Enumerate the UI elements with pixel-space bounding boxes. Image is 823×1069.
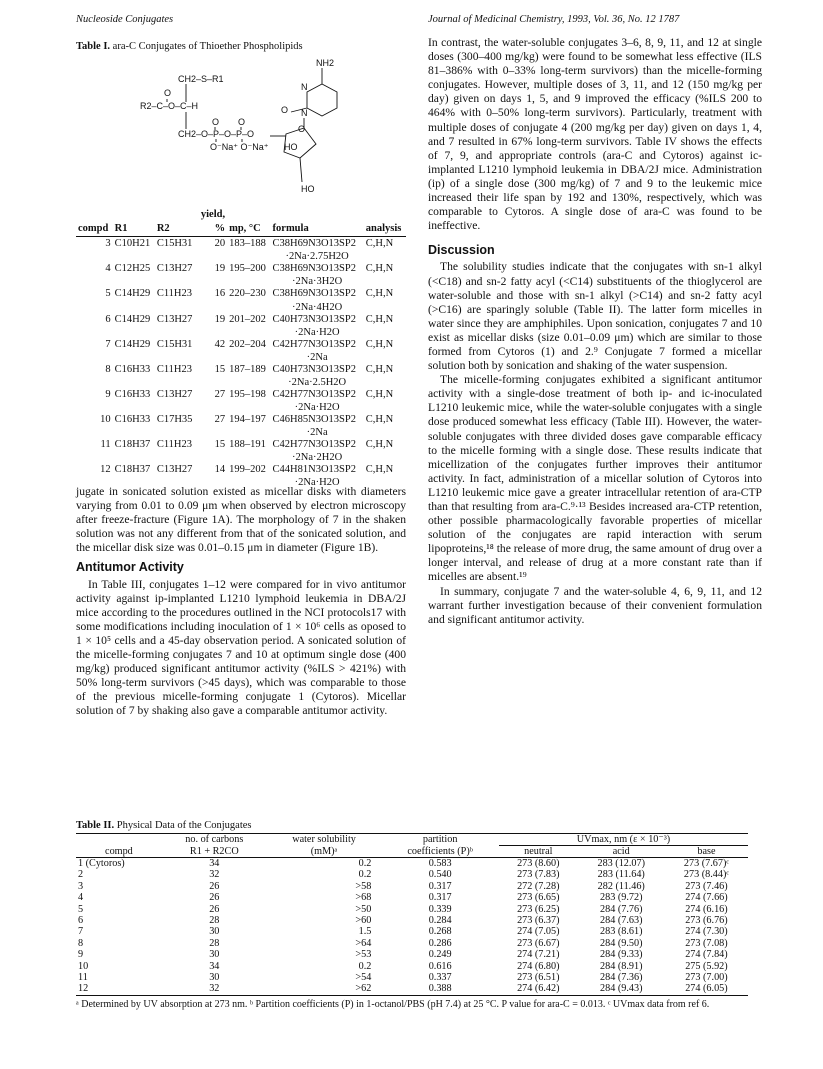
analysis-cell: C,H,N — [365, 363, 394, 375]
formula-cell: C38H69N3O13SP2 — [272, 288, 356, 300]
table-2-grid — [76, 833, 748, 996]
r2-cell: C15H31 — [156, 338, 193, 350]
compd-cell: 4 — [78, 892, 84, 904]
table-row — [76, 881, 748, 892]
table-row — [76, 338, 406, 352]
r2-cell: C13H27 — [156, 263, 193, 275]
ho-2prime-label: HO — [284, 142, 298, 153]
right-paragraph-4: In summary, conjugate 7 and the water-soluble 4, 6, 9, 11, and 12 warrant further investigation because of their convenient formulation and significant antitumor activity. — [428, 584, 762, 626]
uv-acid-cell: 284 (7.36) — [600, 972, 643, 984]
formula-cell: C42H77N3O13SP2 — [272, 388, 356, 400]
table-row-continuation — [76, 276, 406, 287]
r2-ester-label: R2–C–O–C–H — [140, 101, 199, 112]
r1-cell: C18H37 — [114, 439, 151, 451]
uv-acid-cell: 283 (12.07) — [597, 858, 646, 869]
formula-cell: C40H73N3O13SP2 — [272, 363, 356, 375]
formula-salt-cell: ·2Na·3H2O — [292, 276, 343, 288]
running-header-left: Nucleoside Conjugates — [76, 14, 174, 25]
carbons-cell: 26 — [209, 880, 220, 892]
uv-acid-cell: 283 (9.72) — [600, 892, 643, 904]
table-row — [76, 287, 406, 301]
compd-cell: 6 — [78, 915, 84, 927]
compd-cell: 8 — [105, 363, 111, 375]
table-row-continuation — [76, 427, 406, 438]
table-1-caption: Table I. ara-C Conjugates of Thioether Phospholipids — [76, 41, 303, 52]
running-header-right: Journal of Medicinal Chemistry, 1993, Vol. 36, No. 12 1787 — [428, 14, 680, 25]
formula-cell: C38H69N3O13SP2 — [272, 263, 356, 275]
formula-cell: C38H69N3O13SP2 — [272, 238, 356, 250]
partition-cell: 0.286 — [428, 937, 452, 949]
analysis-cell: C,H,N — [365, 313, 394, 325]
uv-neutral-cell: 273 (8.60) — [517, 858, 560, 869]
carbons-cell: 34 — [209, 960, 220, 972]
col-compd: compd — [76, 222, 113, 237]
uv-neutral-cell: 273 (6.65) — [517, 892, 560, 904]
table-row-continuation — [76, 402, 406, 413]
table-row-continuation — [76, 377, 406, 388]
formula-cell: C42H77N3O13SP2 — [272, 439, 356, 451]
mp-cell: 202–204 — [229, 338, 266, 350]
uv-acid-cell: 284 (8.91) — [600, 960, 643, 972]
table-2-footnote: ᵃ Determined by UV absorption at 273 nm. ᵇ Partition coefficients (P) in 1-octanol/PBS (pH 7.4) at 25 °C. P value for ara-C = 0.013. ᶜ UVmax data from ref 6. — [76, 998, 710, 1010]
r1-cell: C10H21 — [114, 238, 151, 250]
uv-acid-cell: 283 (8.61) — [600, 926, 643, 938]
table-row — [76, 904, 748, 915]
table-row-continuation — [76, 327, 406, 338]
partition-cell: 0.388 — [428, 983, 452, 995]
compd-cell: 10 — [78, 960, 89, 972]
table-row — [76, 926, 748, 937]
uv-acid-cell: 283 (11.64) — [597, 869, 645, 881]
carbons-cell: 32 — [209, 869, 220, 881]
table-2-caption: Table II. Physical Data of the Conjugates — [76, 820, 252, 831]
table-row-continuation — [76, 302, 406, 313]
col-solubility-bot: (mM)ᵃ — [310, 845, 338, 857]
n3-label: N — [301, 82, 308, 93]
table-row-continuation — [76, 452, 406, 463]
compd-cell: 12 — [100, 464, 111, 476]
col-yield-top: yield, — [200, 209, 226, 221]
section-heading-discussion: Discussion — [428, 243, 495, 258]
uv-neutral-cell: 273 (6.25) — [517, 903, 560, 915]
table-row — [76, 949, 748, 960]
formula-salt-cell: ·2Na·H2O — [294, 326, 340, 338]
partition-cell: 0.317 — [428, 880, 452, 892]
carbons-cell: 30 — [209, 949, 220, 961]
mp-cell: 194–197 — [229, 413, 266, 425]
uv-acid-cell: 282 (11.46) — [597, 880, 645, 892]
analysis-cell: C,H,N — [365, 288, 394, 300]
col-partition-bot: coefficients (P)ᵇ — [407, 845, 473, 857]
yield-cell: 19 — [214, 313, 226, 325]
carbons-cell: 30 — [209, 972, 220, 984]
ch2-diphosphate-label: CH2–O–P–O–P–O — [178, 129, 255, 140]
table-row — [76, 915, 748, 926]
solubility-cell: 0.2 — [358, 858, 372, 869]
solubility-cell: 1.5 — [358, 926, 372, 938]
compd-cell: 7 — [78, 926, 84, 938]
partition-cell: 0.337 — [428, 972, 452, 984]
mp-cell: 187–189 — [229, 363, 266, 375]
col-uv-group: UVmax, nm (ε × 10⁻³) — [499, 834, 748, 846]
uv-base-cell: 273 (6.76) — [685, 915, 728, 927]
solubility-cell: >64 — [355, 937, 372, 949]
r2-cell: C11H23 — [156, 363, 193, 375]
formula-salt-cell: ·2Na·2.75H2O — [285, 251, 349, 263]
solubility-cell: >53 — [355, 949, 372, 961]
mp-cell: 199–202 — [229, 464, 266, 476]
table-row — [76, 313, 406, 327]
uv-neutral-cell: 273 (6.37) — [517, 915, 560, 927]
yield-cell: 27 — [214, 388, 226, 400]
solubility-cell: 0.2 — [358, 960, 372, 972]
partition-cell: 0.540 — [428, 869, 452, 881]
right-column — [428, 36, 762, 627]
chemical-structure — [126, 56, 426, 206]
n1-label: N — [301, 108, 308, 119]
right-paragraph-3: The micelle-forming conjugates exhibited a significant antitumor activity with a single-dose treatment of both ip- and ic-inoculated L1210 leukemic mice, while the water-soluble conjugates with a single dose produced somewhat less efficacy (Table III). However, the water-soluble conjugates with three divided doses gave comparable efficacy to the micelle forming with a single dose. These results indicate that micellization of the conjugates further improves their antitumor activity. In fact, administration of a micellar solution of Cytoros into L1210 leukemic mice gave a greater intracellular retention of ara-CTP than that resulting from ara-C.⁹·¹³ Besides increased ara-CTP retention, other possible pharmacologically favorable properties of micellar solution of the conjugates are rapid interaction with serum lipoproteins,¹⁸ the release of more drug, the same amount of drug over a longer interval, and release of drug at a more constant rate than if micelles are absent.¹⁹ — [428, 373, 762, 584]
table-row — [76, 961, 748, 972]
col-r2: R2 — [155, 222, 197, 237]
uv-acid-cell: 284 (9.50) — [600, 937, 643, 949]
formula-cell: C42H77N3O13SP2 — [272, 338, 356, 350]
formula-salt-cell: ·2Na·4H2O — [292, 301, 343, 313]
formula-salt-cell: ·2Na·2.5H2O — [288, 376, 347, 388]
table-row — [76, 438, 406, 452]
col-mp: mp, °C — [227, 222, 270, 237]
partition-cell: 0.284 — [428, 915, 452, 927]
table-row — [76, 938, 748, 949]
compd-cell: 5 — [78, 903, 84, 915]
solubility-cell: >50 — [355, 903, 372, 915]
col-carbons-bot: R1 + R2CO — [189, 845, 239, 857]
uv-neutral-cell: 274 (6.42) — [517, 983, 560, 995]
table-row — [76, 413, 406, 427]
r2-cell: C15H31 — [156, 238, 193, 250]
ho-3prime-label: HO — [301, 184, 315, 195]
col-base: base — [697, 846, 716, 857]
analysis-cell: C,H,N — [365, 413, 394, 425]
r2-cell: C17H35 — [156, 413, 193, 425]
r1-cell: C18H37 — [114, 464, 151, 476]
uv-acid-cell: 284 (7.76) — [600, 903, 643, 915]
uv-acid-cell: 284 (9.33) — [600, 949, 643, 961]
analysis-cell: C,H,N — [365, 338, 394, 350]
table-row — [76, 463, 406, 477]
r2-cell: C13H27 — [156, 313, 193, 325]
table-row — [76, 892, 748, 903]
uv-base-cell: 274 (7.66) — [685, 892, 728, 904]
col-partition-top: partition — [422, 834, 458, 846]
r1-cell: C16H33 — [114, 388, 151, 400]
col-compd-2: compd — [105, 845, 133, 857]
phosphate-o1-label: O — [212, 117, 220, 128]
analysis-cell: C,H,N — [365, 263, 394, 275]
uv-neutral-cell: 274 (7.05) — [517, 926, 560, 938]
table-row — [76, 262, 406, 276]
section-heading-antitumor: Antitumor Activity — [76, 560, 184, 575]
carbons-cell: 34 — [209, 858, 220, 869]
analysis-cell: C,H,N — [365, 464, 394, 476]
partition-cell: 0.616 — [428, 960, 452, 972]
formula-salt-cell: ·2Na·H2O — [294, 401, 340, 413]
left-column — [76, 485, 406, 719]
partition-cell: 0.268 — [428, 926, 452, 938]
uv-neutral-cell: 274 (6.80) — [517, 960, 560, 972]
formula-cell: C40H73N3O13SP2 — [272, 313, 356, 325]
partition-cell: 0.317 — [428, 892, 452, 904]
compd-cell: 10 — [100, 413, 111, 425]
r2-cell: C11H23 — [156, 439, 193, 451]
compd-cell: 11 — [100, 439, 111, 451]
solubility-cell: >60 — [355, 915, 372, 927]
uv-base-cell: 275 (5.92) — [685, 960, 728, 972]
carbonyl-o-label: O — [164, 88, 172, 99]
compd-cell: 1 (Cytoros) — [78, 858, 125, 869]
uv-base-cell: 274 (7.84) — [685, 949, 728, 961]
compd-cell: 2 — [78, 869, 84, 881]
r1-cell: C14H29 — [114, 313, 151, 325]
left-paragraph-2: In Table III, conjugates 1–12 were compared for in vivo antitumor activity against ip-implanted L1210 lymphoid leukemia in DBA/2J mice according to the procedures outlined in the NCI protocols17 with some modifications including inoculation of 1 × 10⁶ cells as oposed to 1 × 10⁵ cells and a 45-day observation period. A sonicated solution of the micelle-forming conjugates 7 and 10 at optimum single dose (400 mg/kg) produced significant antitumor activity (%ILS > 421%) with 50% long-term survivors (>45 days), which was comparable to those of the previous micelle-forming conjugate 1 (Cytoros). Micellar solution of 7 by shaking also gave a comparable antitumor activity. — [76, 577, 406, 718]
nh2-label: NH2 — [316, 58, 335, 69]
right-paragraph-1: In contrast, the water-soluble conjugates 3–6, 8, 9, 11, and 12 at single doses (300–400 mg/kg) were found to be somewhat less effective (ILS 81–386% with 0–33% long-term survivors) than the micelle-forming conjugates. However, multiple doses of 3, 11, and 12 (150 mg/kg per day) given on days 1, 5, and 9 improved the efficacy (%ILS 200 to 464% with 0–50% long-term survivors). Particularly, treatment with multiple doses of conjugate 4 (200 mg/kg per day) given on days 1, 4, and 7 resulted in 67% long-term survivors. Table IV shows the effects of 7, 9, and appropriate controls (ara-C and Cytoros) against ic-implanted L1210 lymphoid leukemia in DBA/2J mice. Administration (ip) of a single dose (300 mg/kg) of 7 and 9 to the leukemic mice increased their life span by 192 and 130%, respectively, which was comparable to Cytoros. A single dose of ara-C was found to be ineffective. — [428, 36, 762, 233]
mp-cell: 220–230 — [229, 288, 266, 300]
solubility-cell: >68 — [355, 892, 372, 904]
analysis-cell: C,H,N — [365, 439, 394, 451]
table-row — [76, 983, 748, 995]
carbons-cell: 26 — [209, 903, 220, 915]
uv-base-cell: 273 (7.08) — [685, 937, 728, 949]
formula-salt-cell: ·2Na — [306, 351, 328, 363]
partition-cell: 0.583 — [428, 858, 452, 869]
uv-base-cell: 273 (8.44)ᶜ — [683, 869, 729, 881]
compd-cell: 12 — [78, 983, 89, 995]
uv-neutral-cell: 272 (7.28) — [517, 880, 560, 892]
partition-cell: 0.339 — [428, 903, 452, 915]
formula-cell: C44H81N3O13SP2 — [272, 464, 356, 476]
r2-cell: C13H27 — [156, 388, 193, 400]
uv-base-cell: 273 (7.67)ᶜ — [683, 858, 729, 869]
col-yield: % — [197, 222, 227, 237]
compd-cell: 6 — [105, 313, 111, 325]
formula-salt-cell: ·2Na·H2O — [294, 477, 340, 489]
r1-cell: C14H29 — [114, 288, 151, 300]
table-2 — [76, 820, 762, 1011]
mp-cell: 183–188 — [229, 238, 266, 250]
table-row — [76, 869, 748, 880]
table-row — [76, 363, 406, 377]
compd-cell: 9 — [78, 949, 84, 961]
phosphate-o2-label: O — [238, 117, 246, 128]
uv-base-cell: 273 (7.00) — [685, 972, 728, 984]
r1-cell: C16H33 — [114, 413, 151, 425]
table-row — [76, 388, 406, 402]
ring-o-label: O — [298, 124, 306, 135]
table-row — [76, 237, 406, 252]
carbons-cell: 28 — [209, 937, 220, 949]
solubility-cell: 0.2 — [358, 869, 372, 881]
compd-cell: 4 — [105, 263, 111, 275]
col-r1: R1 — [113, 222, 155, 237]
yield-cell: 27 — [214, 413, 226, 425]
r1-cell: C12H25 — [114, 263, 151, 275]
analysis-cell: C,H,N — [365, 388, 394, 400]
col-solubility-top: water solubility — [292, 834, 356, 846]
uv-neutral-cell: 274 (7.21) — [517, 949, 560, 961]
r1-cell: C14H29 — [114, 338, 151, 350]
r1-cell: C16H33 — [114, 363, 151, 375]
compd-cell: 9 — [105, 388, 111, 400]
uv-base-cell: 274 (7.30) — [685, 926, 728, 938]
yield-cell: 15 — [214, 439, 226, 451]
carbons-cell: 26 — [209, 892, 220, 904]
col-carbons-top: no. of carbons — [185, 834, 244, 846]
col-acid: acid — [612, 846, 630, 857]
mp-cell: 201–202 — [229, 313, 266, 325]
table-row-continuation — [76, 352, 406, 363]
mp-cell: 195–200 — [229, 263, 266, 275]
yield-cell: 20 — [214, 238, 226, 250]
mp-cell: 188–191 — [229, 439, 266, 451]
mp-cell: 195–198 — [229, 388, 266, 400]
compd-cell: 3 — [105, 238, 111, 250]
col-formula: formula — [271, 222, 364, 237]
table-row — [76, 858, 748, 870]
compd-cell: 3 — [78, 880, 84, 892]
formula-salt-cell: ·2Na — [306, 427, 328, 439]
col-neutral: neutral — [524, 846, 553, 857]
analysis-cell: C,H,N — [365, 238, 394, 250]
ch2-s-r1-label: CH2–S–R1 — [178, 74, 224, 85]
sodium-salt-label: O⁻Na⁺ O⁻Na⁺ — [210, 142, 269, 153]
compd-cell: 11 — [78, 972, 88, 984]
col-analysis: analysis — [364, 222, 406, 237]
formula-salt-cell: ·2Na·2H2O — [292, 452, 343, 464]
r2-cell: C11H23 — [156, 288, 193, 300]
table-1 — [76, 40, 406, 488]
solubility-cell: >62 — [355, 983, 372, 995]
carbons-cell: 32 — [209, 983, 220, 995]
yield-cell: 14 — [214, 464, 226, 476]
uv-neutral-cell: 273 (6.67) — [517, 937, 560, 949]
yield-cell: 42 — [214, 338, 226, 350]
solubility-cell: >58 — [355, 880, 372, 892]
uv-acid-cell: 284 (7.63) — [600, 915, 643, 927]
table-row-continuation — [76, 251, 406, 262]
yield-cell: 15 — [214, 363, 226, 375]
uv-base-cell: 273 (7.46) — [685, 880, 728, 892]
yield-cell: 16 — [214, 288, 226, 300]
partition-cell: 0.249 — [428, 949, 452, 961]
solubility-cell: >54 — [355, 972, 372, 984]
r2-cell: C13H27 — [156, 464, 193, 476]
uv-acid-cell: 284 (9.43) — [600, 983, 643, 995]
uv-neutral-cell: 273 (7.83) — [517, 869, 560, 881]
uv-base-cell: 274 (6.05) — [685, 983, 728, 995]
right-paragraph-2: The solubility studies indicate that the conjugates with sn-1 alkyl (<C18) and sn-2 fatty acyl (<C14) substituents of the thioglycerol are water-soluble and those with sn-1 alkyl (>C14) and sn-2 fatty acyl (>C16) are sparingly soluble (Table II). The latter form micelles in water since they are amphiphiles. Upon sonication, conjugates 7 and 10 exist as micellar disks (size 0.01–0.09 μm) which are similar to those formed from Cytoros (1) and 2.⁹ Conjugate 7 formed a micellar solution both by sonication and shaking of the water suspension. — [428, 260, 762, 373]
compd-cell: 8 — [78, 937, 84, 949]
table-1-grid — [76, 208, 406, 488]
base-o-label: O — [281, 105, 289, 116]
yield-cell: 19 — [214, 263, 226, 275]
uv-base-cell: 274 (6.16) — [685, 903, 728, 915]
compd-cell: 7 — [105, 338, 111, 350]
carbons-cell: 30 — [209, 926, 220, 938]
uv-neutral-cell: 273 (6.51) — [517, 972, 560, 984]
left-paragraph-1: jugate in sonicated solution existed as micellar disks with diameters varying from 0.01 to 0.09 μm when observed by electron microscopy after freeze-fracture (Figure 1A). The morphology of 7 in the shaken solution was not any different from that of the sonicated solution, and the micellar disk size was 0.01–0.15 μm in diameter (Figure 1B). — [76, 485, 406, 555]
table-row — [76, 972, 748, 983]
compd-cell: 5 — [105, 288, 111, 300]
carbons-cell: 28 — [209, 915, 220, 927]
formula-cell: C46H85N3O13SP2 — [272, 413, 356, 425]
